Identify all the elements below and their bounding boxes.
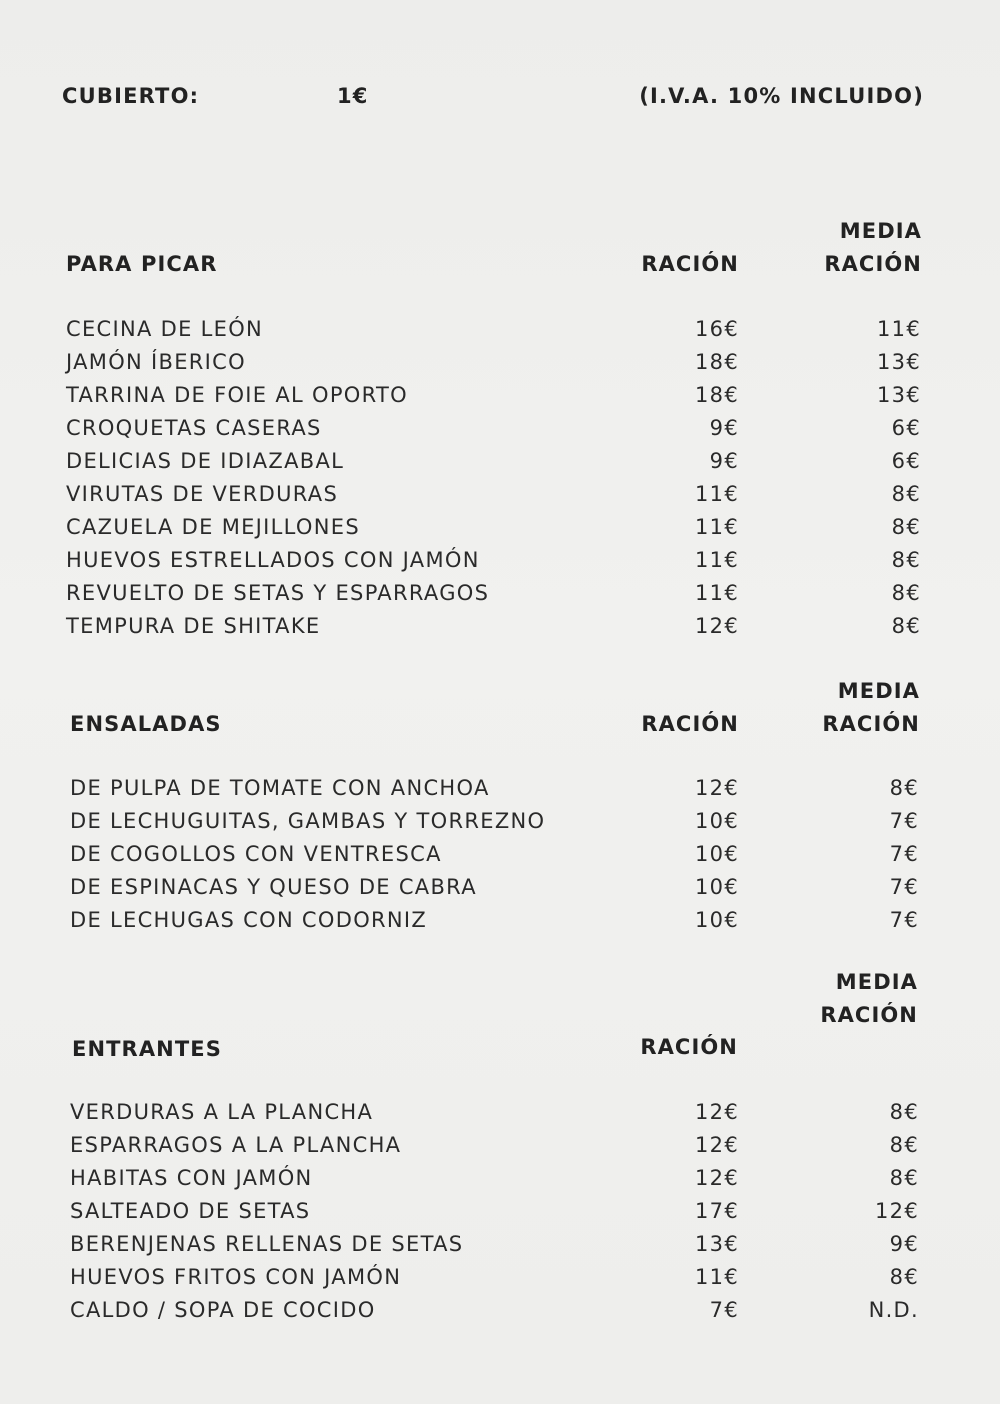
- item-name: CECINA DE LEÓN: [66, 317, 264, 341]
- item-racion-price: 18€: [695, 383, 739, 407]
- item-racion-price: 9€: [709, 449, 739, 473]
- item-racion-price: 18€: [695, 350, 739, 374]
- item-name: ESPARRAGOS A LA PLANCHA: [70, 1133, 402, 1157]
- item-list: [70, 1100, 919, 1331]
- list-item: [70, 1232, 919, 1265]
- item-media-price: 9€: [889, 1232, 919, 1256]
- item-name: DE LECHUGAS CON CODORNIZ: [70, 908, 428, 932]
- item-racion-price: 10€: [695, 809, 739, 833]
- item-name: HUEVOS FRITOS CON JAMÓN: [70, 1265, 402, 1289]
- list-item: [70, 842, 919, 875]
- list-item: [70, 1265, 919, 1298]
- item-name: SALTEADO DE SETAS: [70, 1199, 311, 1223]
- cover-charge-price: 1€: [337, 84, 369, 108]
- item-racion-price: 16€: [695, 317, 739, 341]
- list-item: [66, 350, 921, 383]
- item-racion-price: 10€: [695, 908, 739, 932]
- column-header-media-line1: MEDIA: [839, 219, 922, 243]
- item-media-price: 8€: [889, 1166, 919, 1190]
- list-item: [66, 614, 921, 647]
- item-racion-price: 11€: [695, 1265, 739, 1289]
- item-media-price: 11€: [877, 317, 921, 341]
- column-header-racion: RACIÓN: [640, 1035, 738, 1059]
- list-item: [70, 776, 919, 809]
- section-title: ENSALADAS: [70, 712, 222, 736]
- item-racion-price: 10€: [695, 842, 739, 866]
- item-media-price: 8€: [889, 776, 919, 800]
- item-racion-price: 11€: [695, 482, 739, 506]
- item-racion-price: 11€: [695, 515, 739, 539]
- item-racion-price: 12€: [695, 1133, 739, 1157]
- item-media-price: 13€: [877, 383, 921, 407]
- item-racion-price: 13€: [695, 1232, 739, 1256]
- list-item: [66, 383, 921, 416]
- column-header-racion: RACIÓN: [641, 252, 739, 276]
- list-item: [66, 416, 921, 449]
- cover-charge-header: [62, 84, 924, 118]
- item-racion-price: 17€: [695, 1199, 739, 1223]
- list-item: [70, 1100, 919, 1133]
- column-header-media-line2: RACIÓN: [820, 1003, 918, 1027]
- item-racion-price: 11€: [695, 548, 739, 572]
- column-header-media-racion: [822, 675, 920, 741]
- item-racion-price: 12€: [695, 1100, 739, 1124]
- column-header-media-racion: [820, 966, 918, 1032]
- list-item: [70, 1199, 919, 1232]
- item-name: JAMÓN ÍBERICO: [66, 350, 246, 374]
- item-media-price: 8€: [891, 614, 921, 638]
- list-item: [66, 482, 921, 515]
- item-media-price: 6€: [891, 449, 921, 473]
- item-racion-price: 10€: [695, 875, 739, 899]
- item-media-price: 7€: [889, 809, 919, 833]
- item-name: HABITAS CON JAMÓN: [70, 1166, 313, 1190]
- item-name: CAZUELA DE MEJILLONES: [66, 515, 360, 539]
- item-name: DE COGOLLOS CON VENTRESCA: [70, 842, 442, 866]
- list-item: [70, 908, 919, 941]
- column-header-racion: RACIÓN: [641, 712, 739, 736]
- item-racion-price: 9€: [709, 416, 739, 440]
- item-name: DE PULPA DE TOMATE CON ANCHOA: [70, 776, 490, 800]
- item-media-price: 8€: [889, 1133, 919, 1157]
- list-item: [66, 581, 921, 614]
- list-item: [70, 1166, 919, 1199]
- item-media-price: 8€: [891, 548, 921, 572]
- column-header-media-line1: MEDIA: [835, 970, 918, 994]
- item-media-price: 8€: [891, 482, 921, 506]
- item-name: CROQUETAS CASERAS: [66, 416, 322, 440]
- item-name: BERENJENAS RELLENAS DE SETAS: [70, 1232, 464, 1256]
- item-media-price: 12€: [875, 1199, 919, 1223]
- column-header-media-line2: RACIÓN: [824, 252, 922, 276]
- list-item: [66, 449, 921, 482]
- item-racion-price: 11€: [695, 581, 739, 605]
- item-media-price: 8€: [889, 1100, 919, 1124]
- item-media-price: 7€: [889, 875, 919, 899]
- column-header-media-line1: MEDIA: [837, 679, 920, 703]
- list-item: [70, 875, 919, 908]
- item-racion-price: 12€: [695, 776, 739, 800]
- vat-note: (I.V.A. 10% INCLUIDO): [639, 84, 924, 108]
- list-item: [66, 317, 921, 350]
- item-media-price: 8€: [891, 581, 921, 605]
- column-header-media-racion: [824, 215, 922, 281]
- list-item: [66, 515, 921, 548]
- item-media-price: 8€: [891, 515, 921, 539]
- item-racion-price: 12€: [695, 1166, 739, 1190]
- item-media-price: 8€: [889, 1265, 919, 1289]
- item-name: VIRUTAS DE VERDURAS: [66, 482, 339, 506]
- column-header-media-line2: RACIÓN: [822, 712, 920, 736]
- item-racion-price: 12€: [695, 614, 739, 638]
- item-media-price: N.D.: [868, 1298, 919, 1322]
- item-name: DELICIAS DE IDIAZABAL: [66, 449, 345, 473]
- cover-charge-label: CUBIERTO:: [62, 84, 200, 108]
- item-media-price: 7€: [889, 908, 919, 932]
- item-media-price: 6€: [891, 416, 921, 440]
- item-racion-price: 7€: [709, 1298, 739, 1322]
- item-name: DE ESPINACAS Y QUESO DE CABRA: [70, 875, 477, 899]
- item-name: TARRINA DE FOIE AL OPORTO: [66, 383, 408, 407]
- section-title: PARA PICAR: [66, 252, 218, 276]
- item-media-price: 7€: [889, 842, 919, 866]
- item-list: [70, 776, 919, 941]
- item-list: [66, 317, 921, 647]
- item-name: HUEVOS ESTRELLADOS CON JAMÓN: [66, 548, 480, 572]
- item-media-price: 13€: [877, 350, 921, 374]
- item-name: TEMPURA DE SHITAKE: [66, 614, 321, 638]
- item-name: DE LECHUGUITAS, GAMBAS Y TORREZNO: [70, 809, 546, 833]
- list-item: [70, 1298, 919, 1331]
- list-item: [70, 809, 919, 842]
- item-name: REVUELTO DE SETAS Y ESPARRAGOS: [66, 581, 490, 605]
- list-item: [70, 1133, 919, 1166]
- section-title: ENTRANTES: [72, 1037, 222, 1061]
- item-name: CALDO / SOPA DE COCIDO: [70, 1298, 376, 1322]
- item-name: VERDURAS A LA PLANCHA: [70, 1100, 374, 1124]
- list-item: [66, 548, 921, 581]
